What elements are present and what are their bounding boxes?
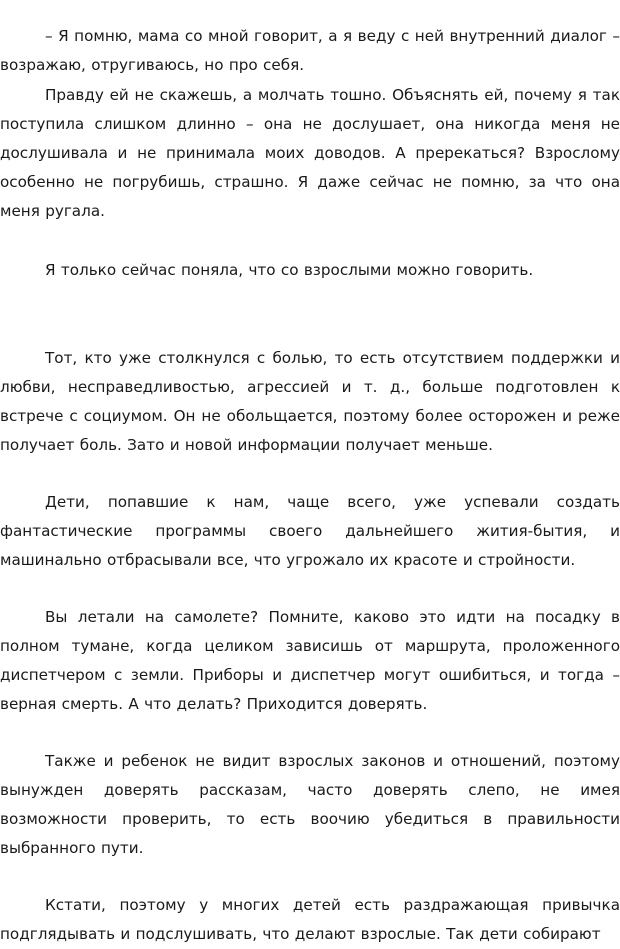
paragraph: Я только сейчас поняла, что со взрослыми можно говорить. [45, 261, 534, 279]
paragraph: Дети, попавшие к нам, чаще всего, уже успевали создать фантастические программы своего дальнейшего жития-бытия, и машинально отбрасывали все, что угрожало их красоте и стройности. [0, 493, 620, 569]
paragraph: Тот, кто уже столкнулся с болью, то есть отсутствием поддержки и любви, несправедливостью, агрессией и т. д., больше подготовлен к встрече с социумом. Он не обольщается, поэтому более осторожен и реже получает боль. Зато и новой информации получает меньше. [0, 349, 620, 454]
paragraph: Правду ей не скажешь, а молчать тошно. Объяснять ей, почему я так поступила слишком длинно – она не дослушает, она никогда меня не дослушивала и не принимала моих доводов. А пререкаться? Взрослому особенно не погрубишь, страшно. Я даже сейчас не помню, за что она меня ругала. [0, 86, 620, 220]
paragraph: Также и ребенок не видит взрослых законов и отношений, поэтому вынужден доверять рассказам, часто доверять слепо, не имея возможности проверить, то есть воочию убедиться в правильности выбранного пути. [0, 752, 620, 857]
paragraph: Кстати, поэтому у многих детей есть раздражающая привычка подглядывать и подслушивать, что делают взрослые. Так дети собирают [0, 896, 620, 943]
paragraph: Вы летали на самолете? Помните, каково это идти на посадку в полном тумане, когда целиком зависишь от маршрута, проложенного диспетчером с земли. Приборы и диспетчер могут ошибиться, и тогда – верная смерть. А что делать? Приходится доверять. [0, 608, 620, 713]
paragraph: – Я помню, мама со мной говорит, а я веду с ней внутренний диалог – возражаю, отругиваюсь, но про себя. [0, 27, 620, 74]
